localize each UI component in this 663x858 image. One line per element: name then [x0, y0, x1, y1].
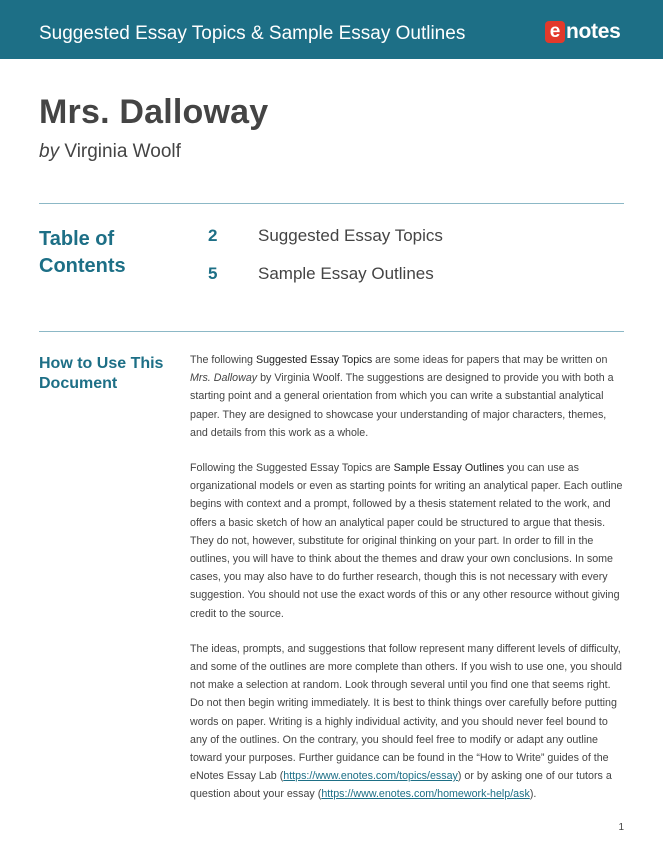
text-run: The following	[190, 354, 256, 366]
toc-page-number: 2	[208, 226, 218, 245]
text-run: Following the Suggested Essay Topics are	[190, 462, 394, 475]
paragraph	[190, 640, 624, 804]
text-run: by Virginia Woolf. The suggestions are designed to provide you with both a starting point and a general orientation from which you can write a substantial analytical paper. They are designed to showcase your understanding of major characters, themes, and details from this work as a whole.	[190, 372, 614, 439]
document-title: Mrs. Dalloway	[39, 93, 269, 131]
divider-top	[39, 203, 624, 204]
header-title: Suggested Essay Topics & Sample Essay Outlines	[39, 23, 466, 44]
paragraph	[190, 459, 624, 623]
text-run: ).	[529, 788, 537, 801]
text-run: you can use as organizational models or even as starting points for writing an analytical paper. Each outline begins with context and a prompt, followed by a thesis statement related to the work, and offers a basic sketch of how an analytical paper could be structured to argue that thesis. They do not, however, substitute for original thinking on your part. In order to fill in the outlines, you will have to think about the themes and draw your own conclusions. In some cases, you may also have to do further research, though this is not necessary with every suggestion. You should not use the exact words of this or any other resource without giving credit to the source.	[190, 462, 623, 620]
term-suggested-essay-topics: Suggested Essay Topics	[255, 354, 373, 366]
page-number: 1	[618, 822, 624, 833]
howto-body	[190, 351, 624, 821]
howto-heading: How to Use This Document	[39, 355, 164, 392]
byline	[39, 140, 181, 164]
essay-lab-link[interactable]: https://www.enotes.com/topics/essay	[283, 770, 458, 783]
toc-item[interactable]	[208, 224, 443, 248]
toc-item-label: Sample Essay Outlines	[258, 264, 434, 283]
byline-by: by	[39, 141, 60, 162]
text-run: The ideas, prompts, and suggestions that follow represent many different levels of difficulty, and some of the outlines are more complete than others. If you wish to use one, you should not make a selection at random. Look through several until you find one that seems right. Do not then begin writing immediately. It is best to think things over carefully before putting words on paper. Writing is a highly individual activity, and you should never feel bound to any of the outlines. On the contrary, you should feel free to modify or adapt any outline toward your purposes. Further guidance can be found in the “How to Write” guides of the eNotes Essay Lab (	[190, 642, 622, 783]
paragraph	[190, 351, 624, 442]
toc-item[interactable]	[208, 262, 434, 286]
text-run: are some ideas for papers that may be written on	[372, 354, 608, 366]
author-name: Virginia Woolf	[64, 141, 181, 162]
logo-e-mark: e	[545, 21, 565, 43]
toc-page-number: 5	[208, 264, 218, 283]
header-banner	[0, 0, 663, 59]
text-run: ) or by asking one of our tutors a question about your essay (	[190, 770, 612, 801]
enotes-logo[interactable]	[545, 21, 621, 43]
toc-heading: Table of Contents	[39, 228, 126, 277]
book-title: Mrs. Dalloway	[190, 372, 258, 385]
divider-middle	[39, 331, 624, 332]
homework-help-link[interactable]: https://www.enotes.com/homework-help/ask	[321, 788, 530, 801]
term-sample-essay-outlines: Sample Essay Outlines	[393, 462, 505, 475]
logo-wordmark: notes	[566, 20, 621, 43]
toc-item-label: Suggested Essay Topics	[258, 226, 443, 245]
